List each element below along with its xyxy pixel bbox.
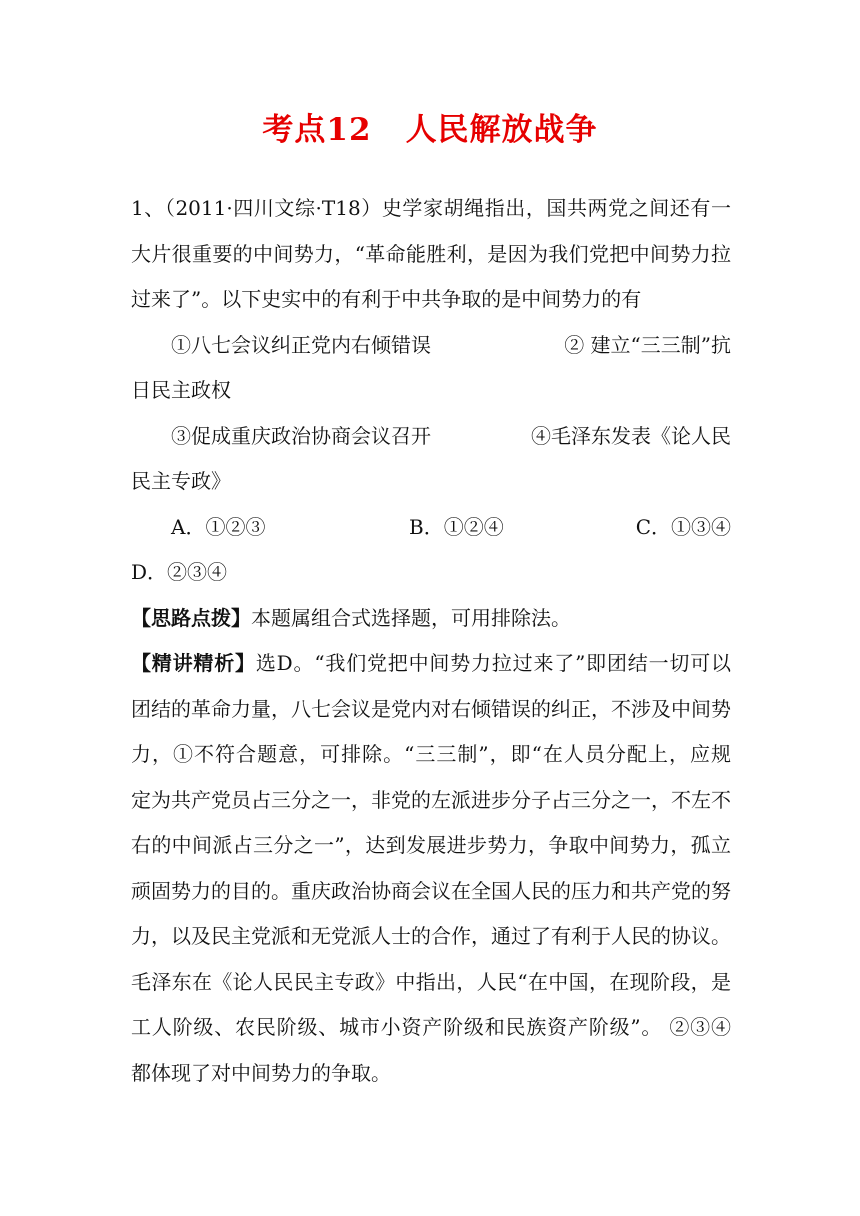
statement-2-continued: 日民主政权 xyxy=(131,378,231,402)
analysis-first-text: 选D。“我们党把中间势力拉过来了”即团结一切可以 xyxy=(255,651,732,675)
hint-label: 【思路点拨】 xyxy=(131,605,251,630)
statement-1: ①八七会议纠正党内右倾错误 xyxy=(171,332,431,357)
analysis-line xyxy=(131,641,731,687)
hint-text: 本题属组合式选择题，可用排除法。 xyxy=(251,605,571,630)
page-title xyxy=(0,104,860,149)
statement-2: ② 建立“三三制”抗 xyxy=(564,332,731,357)
analysis-line: 顽固势力的目的。重庆政治协商会议在全国人民的压力和共产党的努 xyxy=(131,878,731,903)
analysis-line: 都体现了对中间势力的争取。 xyxy=(131,1060,391,1085)
hint-paragraph xyxy=(131,596,731,642)
analysis-line: 团结的革命力量，八七会议是党内对右倾错误的纠正，不涉及中间势 xyxy=(131,696,731,721)
title-topic-name: 人民解放战争 xyxy=(405,112,598,148)
statement-4-continued: 民主专政》 xyxy=(131,469,231,493)
analysis-line: 工人阶级、农民阶级、城市小资产阶级和民族资产阶级”。 ②③④ xyxy=(131,1015,731,1039)
analysis-line: 定为共产党员占三分之一，非党的左派进步分子占三分之一，不左不 xyxy=(131,787,731,812)
option-c: C．①③④ xyxy=(635,514,731,539)
analysis-line: 右的中间派占三分之一”，达到发展进步势力，争取中间势力，孤立 xyxy=(131,833,731,857)
answer-options xyxy=(131,505,731,551)
statement-row xyxy=(131,323,731,369)
title-topic-number: 考点12 xyxy=(262,112,372,148)
statement-3: ③促成重庆政治协商会议召开 xyxy=(171,423,431,448)
statement-4: ④毛泽东发表《论人民 xyxy=(531,423,731,448)
analysis-line: 力，①不符合题意，可排除。“三三制”，即“在人员分配上，应规 xyxy=(131,742,731,766)
statement-row xyxy=(131,414,731,460)
question-line: 大片很重要的中间势力，“革命能胜利，是因为我们党把中间势力拉 xyxy=(131,241,731,266)
analysis-label: 【精讲精析】 xyxy=(131,651,256,675)
option-b: B．①②④ xyxy=(409,514,504,539)
question-line: 1、（2011·四川文综·T18）史学家胡绳指出，国共两党之间还有一 xyxy=(131,196,731,220)
option-d: D．②③④ xyxy=(131,560,228,584)
document-body xyxy=(131,186,731,1096)
option-a: A．①②③ xyxy=(171,514,266,539)
analysis-line: 力，以及民主党派和无党派人士的合作，通过了有利于人民的协议。 xyxy=(131,924,731,948)
question-line: 过来了”。以下史实中的有利于中共争取的是中间势力的有 xyxy=(131,287,642,311)
analysis-line: 毛泽东在《论人民民主专政》中指出，人民“在中国，在现阶段，是 xyxy=(131,969,731,994)
